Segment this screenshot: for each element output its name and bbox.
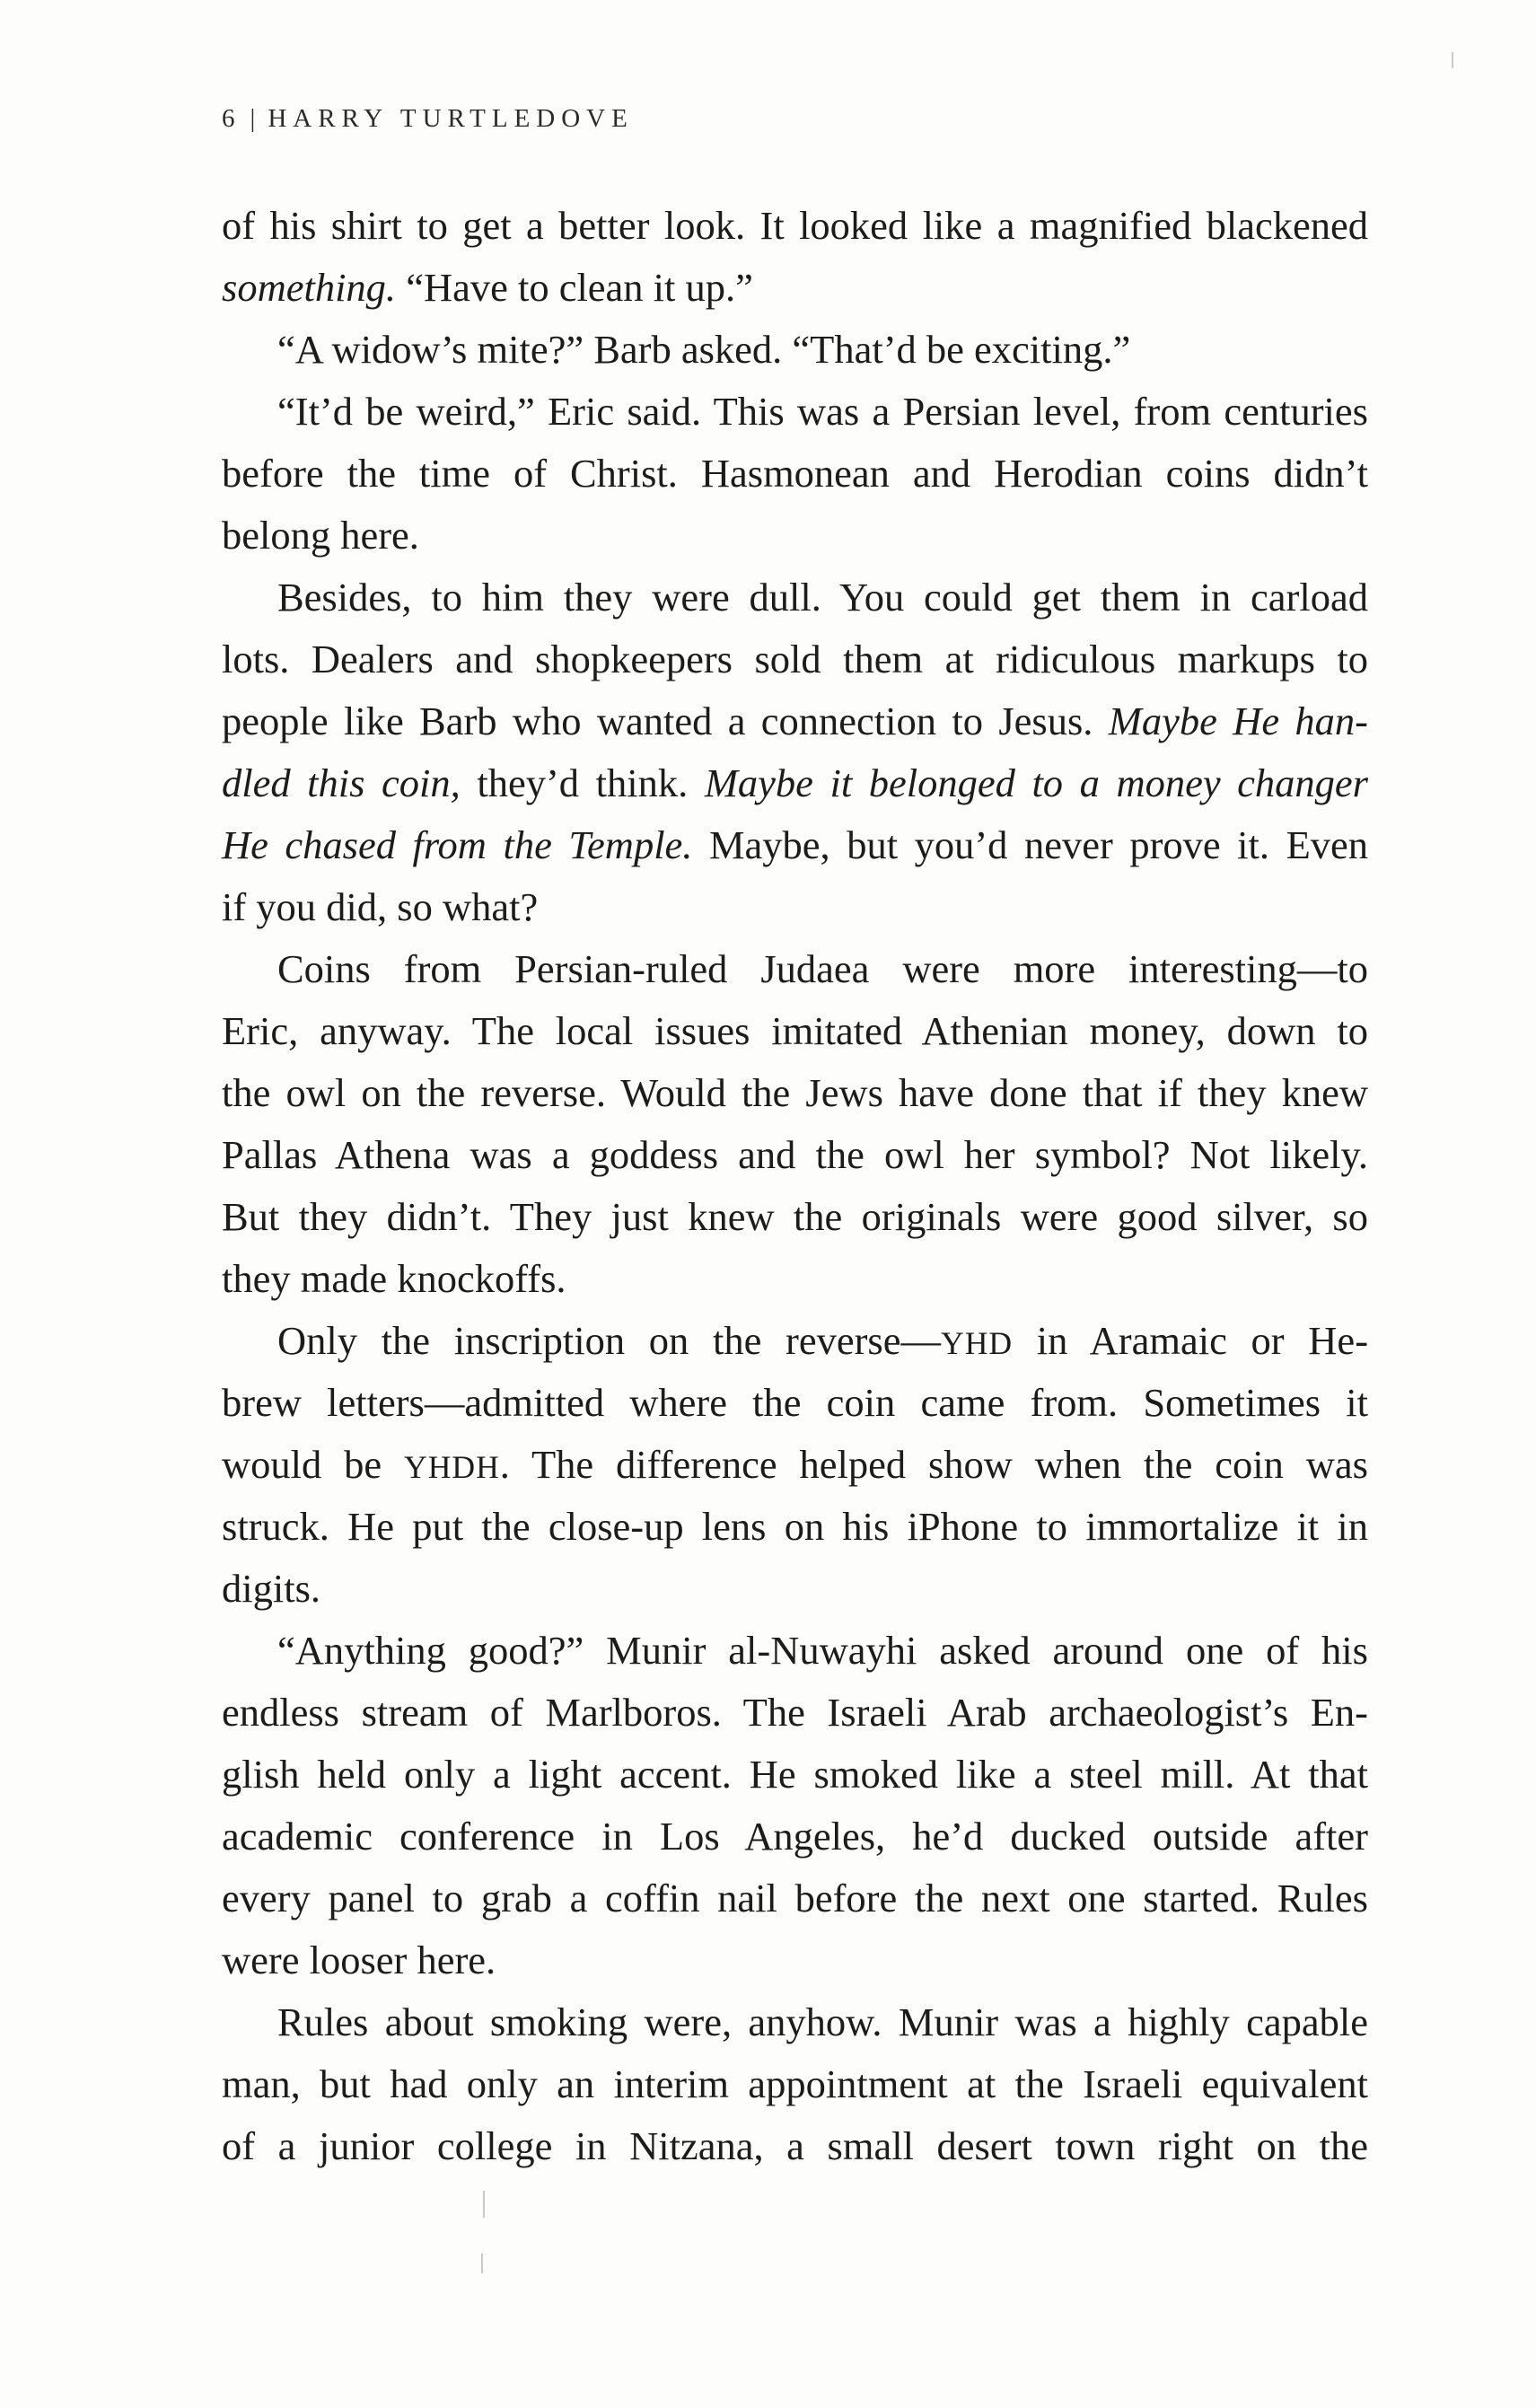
- text-line: if you did, so what?: [222, 884, 539, 929]
- text-line: man, but had only an interim appointment at the Israeli equivalent: [222, 2061, 1368, 2106]
- scan-artifact: [481, 2254, 483, 2273]
- text-line: of his shirt to get a better look. It looked like a magnified blackened: [222, 203, 1368, 248]
- text-line: dled this coin, they’d think. Maybe it belonged to a money changer: [222, 760, 1368, 805]
- text-line: the owl on the reverse. Would the Jews have done that if they knew: [222, 1070, 1368, 1115]
- text-line: something. “Have to clean it up.”: [222, 265, 753, 310]
- author-name: HARRY TURTLEDOVE: [268, 104, 634, 133]
- text-line: “It’d be weird,” Eric said. This was a Persian level, from centuries: [277, 389, 1368, 434]
- text-line: But they didn’t. They just knew the originals were good silver, so: [222, 1194, 1368, 1239]
- page-number: 6: [222, 104, 241, 133]
- text-line: glish held only a light accent. He smoked like a steel mill. At that: [222, 1752, 1368, 1797]
- text-line: Only the inscription on the reverse—YHD in Aramaic or He-: [277, 1318, 1369, 1363]
- text-line: “Anything good?” Munir al-Nuwayhi asked around one of his: [277, 1628, 1368, 1673]
- text-line: Coins from Persian-ruled Judaea were more interesting—to: [277, 946, 1368, 991]
- text-line: lots. Dealers and shopkeepers sold them at ridiculous markups to: [222, 637, 1368, 681]
- body-text: [222, 195, 1368, 2177]
- scan-artifact: [483, 2191, 485, 2218]
- text-line: before the time of Christ. Hasmonean and Herodian coins didn’t: [222, 451, 1368, 496]
- text-line: struck. He put the close-up lens on his iPhone to immortalize it in: [222, 1504, 1368, 1549]
- text-line: Pallas Athena was a goddess and the owl her symbol? Not likely.: [222, 1132, 1368, 1177]
- text-line: brew letters—admitted where the coin came from. Sometimes it: [222, 1380, 1368, 1425]
- text-line: of a junior college in Nitzana, a small desert town right on the: [222, 2123, 1368, 2168]
- running-head: [222, 104, 634, 134]
- text-line: academic conference in Los Angeles, he’d ducked outside after: [222, 1814, 1368, 1859]
- text-line: “A widow’s mite?” Barb asked. “That’d be exciting.”: [277, 327, 1131, 372]
- scan-artifact: [1452, 52, 1453, 68]
- text-line: He chased from the Temple. Maybe, but you’d never prove it. Even: [222, 822, 1369, 867]
- text-line: Eric, anyway. The local issues imitated Athenian money, down to: [222, 1008, 1368, 1053]
- text-line: Besides, to him they were dull. You could get them in carload: [277, 575, 1368, 620]
- text-line: they made knockoffs.: [222, 1256, 566, 1301]
- text-line: endless stream of Marlboros. The Israeli Arab archaeologist’s En-: [222, 1690, 1368, 1735]
- text-line: belong here.: [222, 513, 419, 558]
- text-line: every panel to grab a coffin nail before the next one started. Rules: [222, 1876, 1368, 1920]
- text-line: digits.: [222, 1566, 321, 1611]
- text-line: people like Barb who wanted a connection to Jesus. Maybe He han-: [222, 699, 1368, 743]
- text-line: were looser here.: [222, 1938, 496, 1982]
- text-line: would be YHDH. The difference helped show when the coin was: [222, 1442, 1368, 1487]
- text-line: Rules about smoking were, anyhow. Munir was a highly capable: [277, 1999, 1368, 2044]
- header-separator: |: [250, 104, 256, 133]
